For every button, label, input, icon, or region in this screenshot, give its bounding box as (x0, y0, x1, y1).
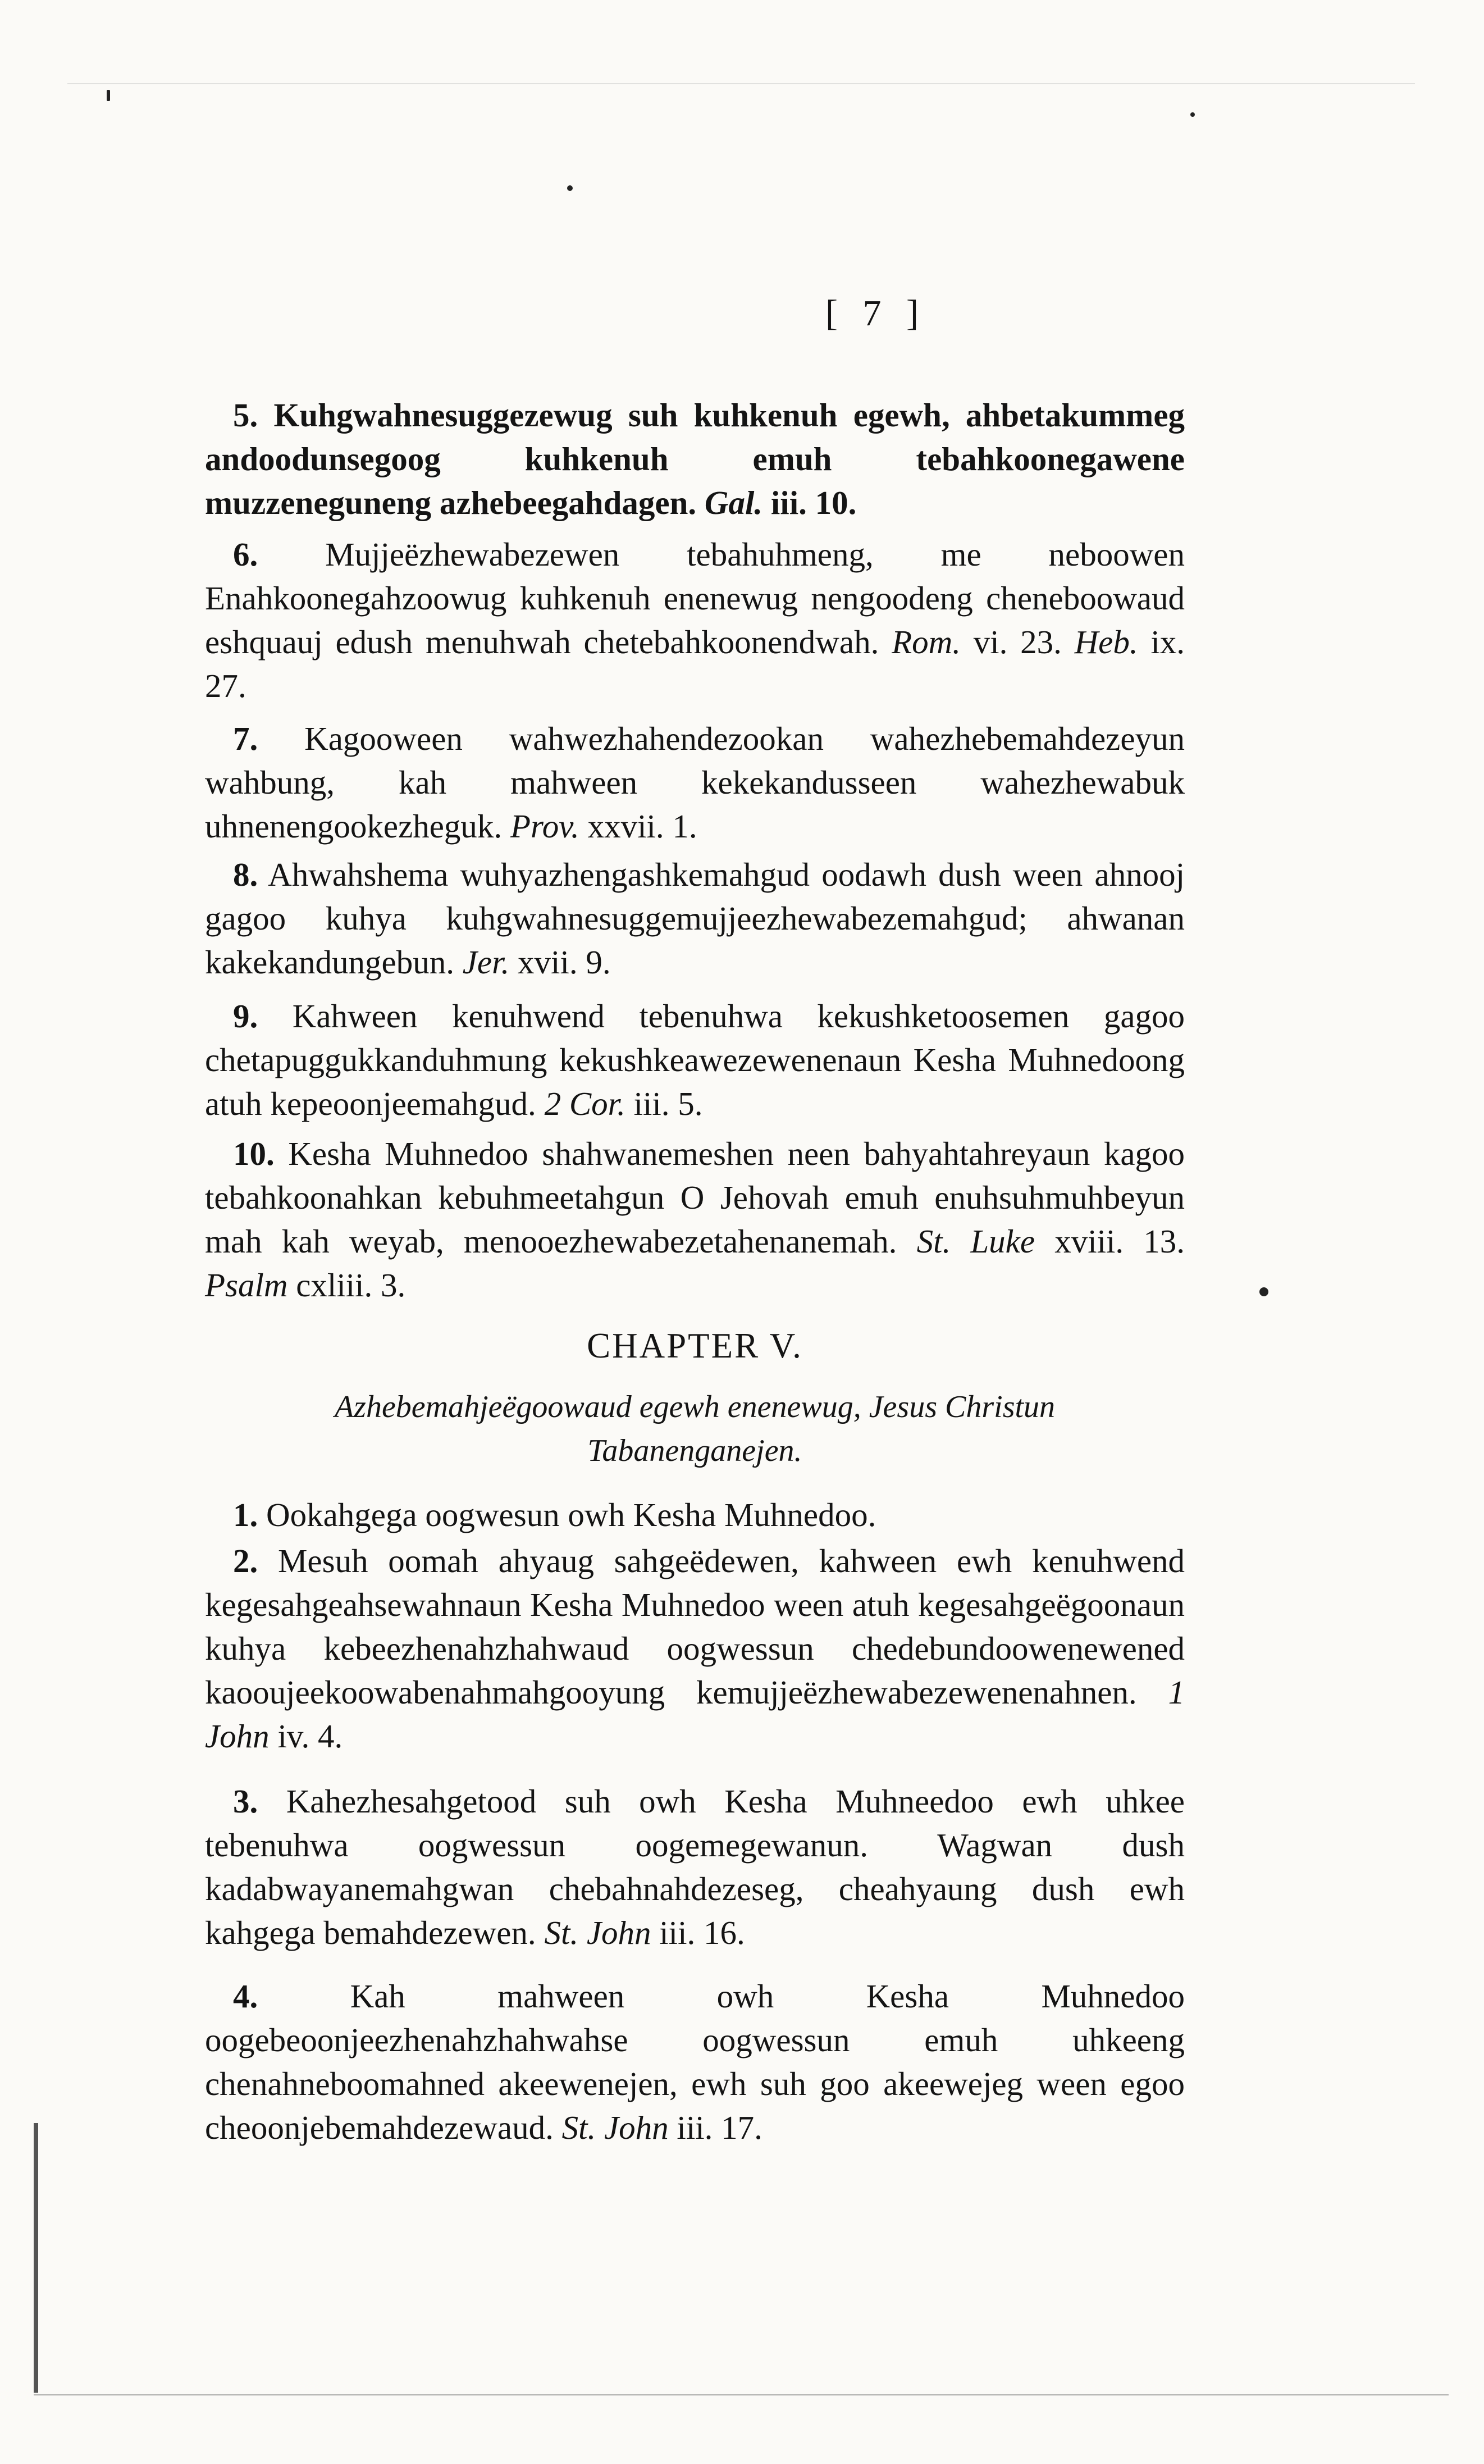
ink-speck (1190, 112, 1195, 117)
chapter-verse-4: 4. Kah mahween owh Kesha Muhnedoo oogebeoonjeezhenahzhahwahse oogwessun emuh uhkeeng chenahneboomahned akeewenejen, ewh suh goo akeewejeg ween egoo cheoonjebemahdezewaud. St. John iii. 17. (205, 1978, 1185, 2146)
verse-8: 8. Ahwahshema wuhyazhengashkemahgud oodawh dush ween ahnooj gagoo kuhya kuhgwahnesuggemujjeezhewabezemahgud; ahwanan kakekandungebun. Jer. xvii. 9. (205, 856, 1185, 981)
page-bottom-edge (34, 2394, 1449, 2395)
verse-7: 7. Kagooween wahwezhahendezookan wahezhebemahdezeyun wahbung, kah mahween kekekandusseen wahezhewabuk uhnenengookezheguk. Prov. xxvii. 1. (205, 720, 1185, 845)
verse-5: 5. Kuhgwahnesuggezewug suh kuhkenuh egewh, ahbetakummeg andoodunsegoog kuhkenuh emuh tebahkoonegawene muzzeneguneng azhebeegahdagen. Gal. iii. 10. (205, 397, 1185, 521)
verse-6: 6. Mujjeëzhewabezewen tebahuhmeng, me neboowen Enahkoonegahzoowug kuhkenuh enenewug nengoodeng cheneboowaud eshquauj edush menuhwah chetebahkoonendwah. Rom. vi. 23. Heb. ix. 27. (205, 536, 1185, 704)
verse-10: 10. Kesha Muhnedoo shahwanemeshen neen bahyahtahreyaun kagoo tebahkoonahkan kebuhmeetahgun O Jehovah emuh enuhsuhmuhbeyun mah kah weyab, menooezhewabezetahenanemah. St. Luke xviii. 13. Psalm cxliii. 3. (205, 1135, 1185, 1304)
chapter-heading: CHAPTER V. (587, 1326, 803, 1365)
ink-speck (107, 90, 110, 101)
ink-speck (567, 185, 573, 191)
chapter-verse-2: 2. Mesuh oomah ahyaug sahgeëdewen, kahween ewh kenuhwend kegesahgeahsewahnaun Kesha Muhnedoo ween atuh kegesahgeëgoonaun kuhya kebeezhenahzhahwaud oogwessun chedebundoowenewened kaooujeekoowabenahmahgooyung kemujjeëzhewabezewenenahnen. 1 John iv. 4. (205, 1542, 1185, 1755)
ink-speck (1259, 1287, 1268, 1296)
page-number: [ 7 ] (825, 293, 926, 334)
page-top-edge (67, 83, 1415, 84)
chapter-summary: Azhebemahjeëgoowaud egewh enenewug, Jesus Christun Tabanenganejen. (334, 1390, 1056, 1468)
verse-9: 9. Kahween kenuhwend tebenuhwa kekushketoosemen gagoo chetapuggukkanduhmung kekushkeawezewenenaun Kesha Muhnedoong atuh kepeoonjeemahgud. 2 Cor. iii. 5. (205, 998, 1185, 1122)
binding-edge (34, 2123, 38, 2393)
chapter-verse-3: 3. Kahezhesahgetood suh owh Kesha Muhneedoo ewh uhkee tebenuhwa oogwessun oogemegewanun. Wagwan dush kadabwayanemahgwan chebahnahdezeseg, cheahyaung dush ewh kahgega bemahdezewen. St. John iii. 16. (205, 1783, 1185, 1951)
chapter-verse-1: 1. Ookahgega oogwesun owh Kesha Muhnedoo. (233, 1496, 876, 1533)
